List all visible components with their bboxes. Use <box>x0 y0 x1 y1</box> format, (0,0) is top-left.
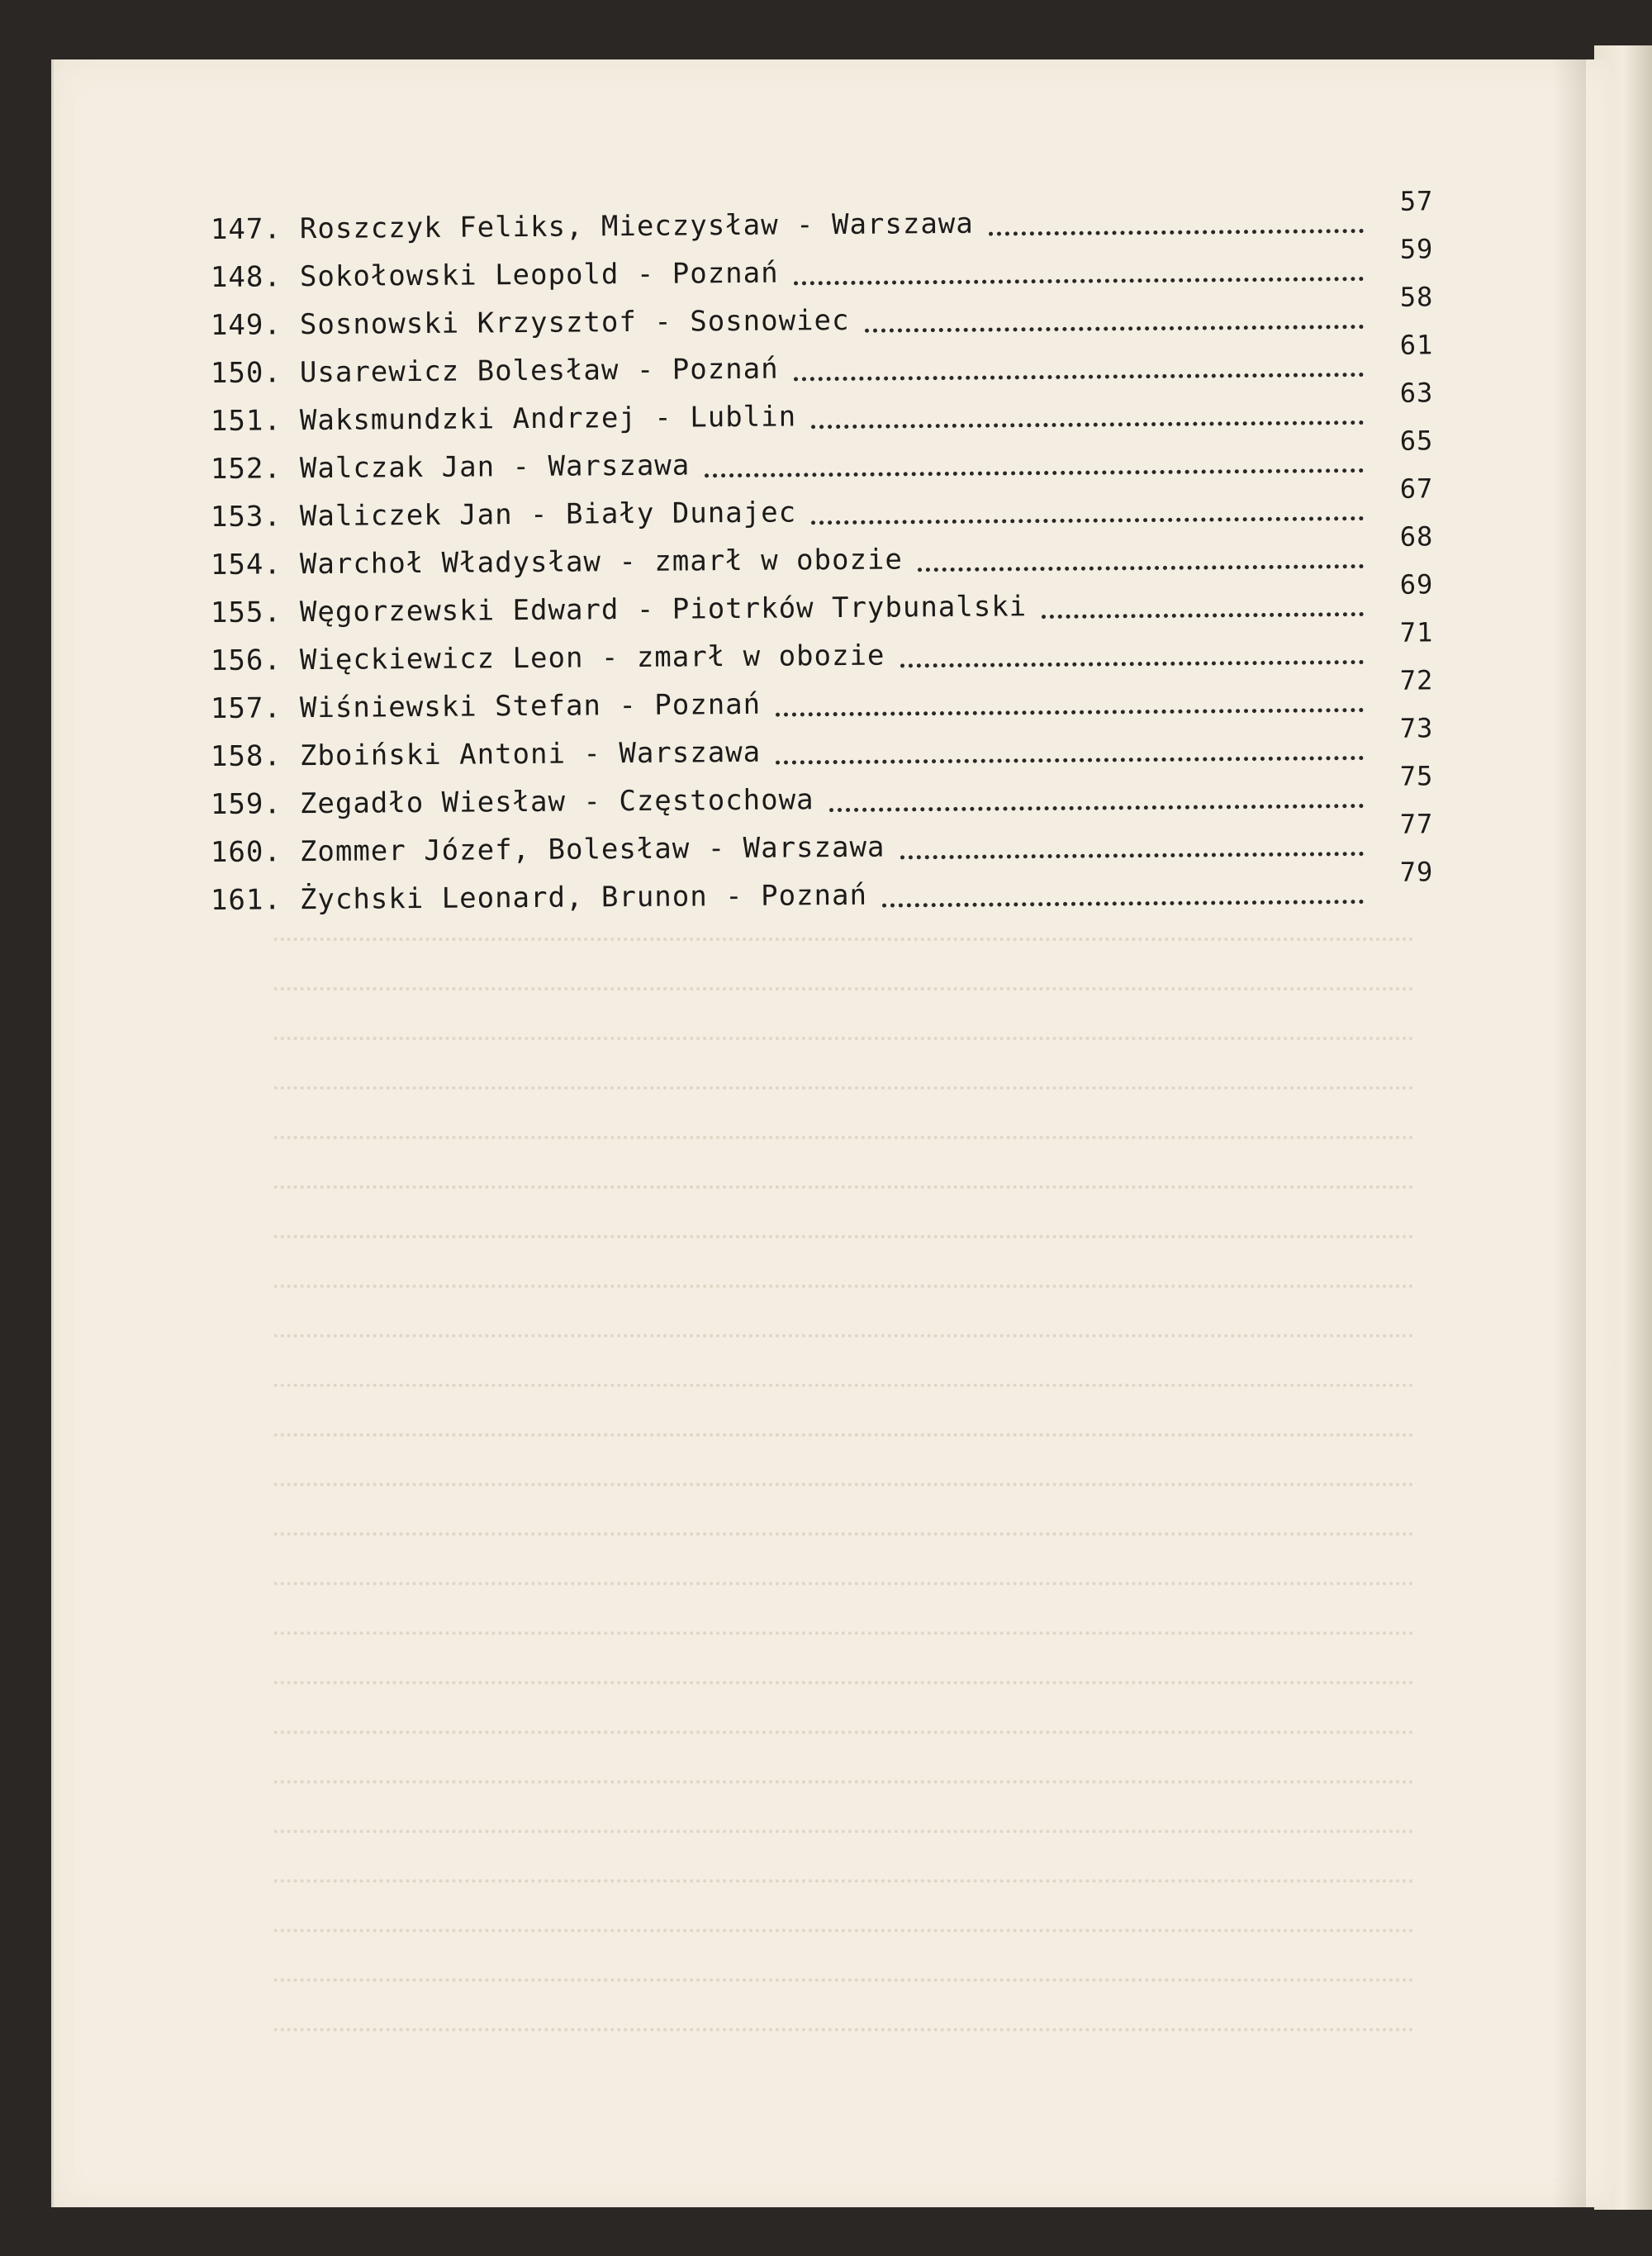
entry-title: Walczak Jan - Warszawa <box>299 449 691 486</box>
entry-page-number: 65 <box>1399 425 1434 457</box>
entry-number: 150. <box>210 356 282 390</box>
entry-title: Sosnowski Krzysztof - Sosnowiec <box>299 303 850 342</box>
dot-leader <box>989 229 1364 236</box>
entry-page-number: 59 <box>1399 233 1434 265</box>
dot-leader <box>900 852 1365 859</box>
entry-title: Waliczek Jan - Biały Dunajec <box>299 496 797 534</box>
entry-number: 147. <box>210 212 282 246</box>
entry-page-number: 57 <box>1399 185 1434 217</box>
entry-page-number: 68 <box>1399 520 1434 553</box>
entry-number: 148. <box>210 260 282 294</box>
entry-title: Węgorzewski Edward - Piotrków Trybunalski <box>299 590 1028 629</box>
entry-title: Żychski Leonard, Brunon - Poznań <box>299 878 868 917</box>
entry-number: 159. <box>210 787 282 821</box>
entry-page-number: 72 <box>1399 664 1434 696</box>
entry-title: Warchoł Władysław - zmarł w obozie <box>299 543 904 582</box>
dot-leader <box>811 516 1364 525</box>
entry-page-number: 71 <box>1399 616 1434 648</box>
entry-page-number: 58 <box>1399 281 1434 313</box>
toc-entry-161 <box>210 856 1434 927</box>
entry-title: Waksmundzki Andrzej - Lublin <box>299 400 797 438</box>
entry-title: Wiśniewski Stefan - Poznań <box>299 687 762 725</box>
entry-number: 152. <box>210 452 282 486</box>
entry-title: Zegadło Wiesław - Częstochowa <box>299 783 814 821</box>
entry-page-number: 61 <box>1399 329 1434 361</box>
entry-number: 155. <box>210 596 282 629</box>
entry-title: Sokołowski Leopold - Poznań <box>299 256 779 294</box>
dot-leader <box>776 708 1364 717</box>
entry-page-number: 73 <box>1399 712 1434 744</box>
entry-number: 157. <box>210 691 282 725</box>
entry-title: Więckiewicz Leon - zmarł w obozie <box>299 639 885 677</box>
dot-leader <box>1042 612 1364 619</box>
entry-page-number: 77 <box>1399 808 1434 840</box>
dot-leader <box>918 564 1364 572</box>
dot-leader <box>794 277 1364 285</box>
entry-page-number: 69 <box>1399 568 1434 601</box>
entry-number: 160. <box>210 835 282 869</box>
entry-page-number: 79 <box>1399 856 1434 888</box>
entry-number: 161. <box>210 883 282 917</box>
entry-title: Roszczyk Feliks, Mieczysław - Warszawa <box>299 207 974 246</box>
entry-page-number: 75 <box>1399 760 1434 792</box>
dot-leader <box>900 660 1365 667</box>
entry-number: 158. <box>210 739 282 773</box>
entry-number: 149. <box>210 308 282 342</box>
dot-leader <box>882 900 1364 908</box>
entry-title: Zommer Józef, Bolesław - Warszawa <box>299 830 885 869</box>
dot-leader <box>776 756 1364 765</box>
entry-title: Zboiński Antoni - Warszawa <box>299 735 762 773</box>
entry-number: 151. <box>210 404 282 438</box>
dot-leader <box>829 804 1364 812</box>
entry-page-number: 63 <box>1399 377 1434 409</box>
dot-leader <box>811 420 1364 429</box>
dot-leader <box>794 373 1364 381</box>
entry-number: 154. <box>210 548 282 582</box>
dot-leader <box>705 468 1364 477</box>
entry-title: Usarewicz Bolesław - Poznań <box>299 352 779 390</box>
entry-number: 156. <box>210 644 282 677</box>
dot-leader <box>865 325 1364 333</box>
entry-page-number: 67 <box>1399 473 1434 505</box>
entry-number: 153. <box>210 500 282 534</box>
